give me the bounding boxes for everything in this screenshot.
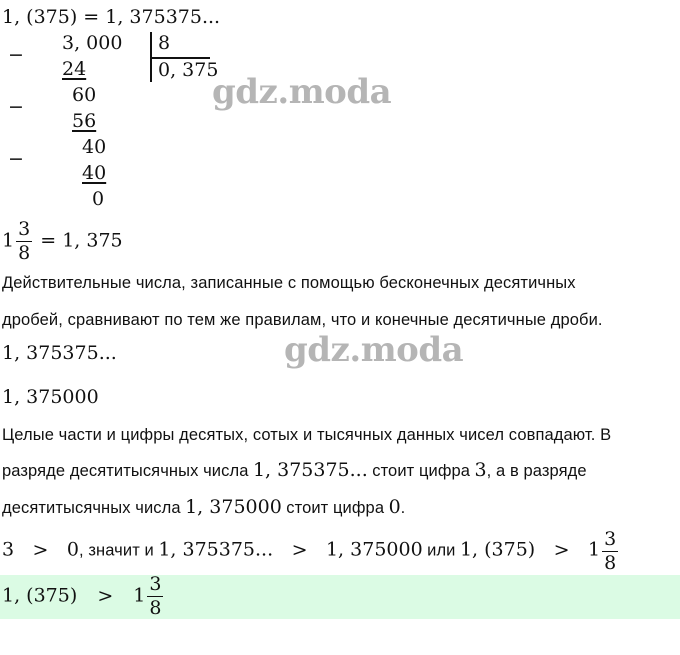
math-number: 3 xyxy=(2,538,15,561)
answer-expression xyxy=(2,575,165,618)
math-number: 0 xyxy=(388,496,401,518)
mixed-whole: 1 xyxy=(2,229,15,252)
fraction-numerator: 3 xyxy=(149,573,162,595)
math-number: 1, (375) xyxy=(2,584,78,607)
remainder-2: 40 xyxy=(82,136,107,158)
mixed-whole: 1 xyxy=(588,538,601,561)
text: стоит цифра xyxy=(372,462,471,480)
number-b: 1, 375000 xyxy=(2,386,99,408)
text: , а в разряде xyxy=(486,462,587,480)
math-number: 3 xyxy=(474,459,487,481)
divisor: 8 xyxy=(158,32,171,54)
text: десятитысячных числа xyxy=(2,499,181,517)
conclusion-line xyxy=(2,530,620,574)
math-number: 1, 375375... xyxy=(252,459,368,481)
math-number: 0 xyxy=(66,538,80,561)
fraction xyxy=(602,530,618,573)
text: стоит цифра xyxy=(286,499,385,517)
watermark: gdz.moda xyxy=(284,330,464,370)
fraction-denominator: 8 xyxy=(149,597,162,619)
math-number: 1, 375375... xyxy=(158,538,274,561)
greater-than-sign: > xyxy=(97,584,114,607)
paragraph-1-line-1: Действительные числа, записанные с помощью бесконечных десятичных xyxy=(2,274,576,292)
fraction-denominator: 8 xyxy=(18,242,31,264)
text: , значит и xyxy=(79,541,154,560)
quotient: 0, 375 xyxy=(158,59,219,81)
math-number: 1, (375) xyxy=(459,538,536,561)
paragraph-2-line-3 xyxy=(2,496,405,518)
equation-rhs: = 1, 375 xyxy=(40,229,123,252)
watermark: gdz.moda xyxy=(212,72,392,112)
minus-sign: − xyxy=(8,96,24,118)
greater-than-sign: > xyxy=(553,538,570,561)
math-number: 1, 375000 xyxy=(325,538,423,561)
paragraph-2-line-2 xyxy=(2,459,587,481)
mixed-whole: 1 xyxy=(133,584,146,607)
fraction-numerator: 3 xyxy=(18,218,31,240)
mixed-number-equation xyxy=(2,220,123,263)
fraction xyxy=(147,575,163,618)
text: или xyxy=(427,541,456,560)
fraction xyxy=(16,220,32,263)
text: разряде десятитысячных числа xyxy=(2,462,249,480)
answer-highlight xyxy=(0,575,680,619)
subtrahend-3: 40 xyxy=(82,162,107,184)
subtrahend-1: 24 xyxy=(62,58,87,80)
paragraph-1-line-2: дробей, сравнивают по тем же правилам, что и конечные десятичные дроби. xyxy=(2,311,603,329)
remainder-1: 60 xyxy=(72,84,97,106)
number-a: 1, 375375... xyxy=(2,342,117,364)
text: . xyxy=(400,499,406,517)
minus-sign: − xyxy=(8,44,24,66)
greater-than-sign: > xyxy=(32,538,49,561)
subtrahend-2: 56 xyxy=(72,110,97,132)
minus-sign: − xyxy=(8,148,24,170)
fraction-numerator: 3 xyxy=(604,530,617,550)
greater-than-sign: > xyxy=(291,538,308,561)
math-number: 1, 375000 xyxy=(185,496,282,518)
paragraph-2-line-1: Целые части и цифры десятых, сотых и тысячных данных чисел совпадают. В xyxy=(2,426,612,444)
final-remainder: 0 xyxy=(92,188,105,210)
dividend: 3, 000 xyxy=(62,32,123,54)
fraction-denominator: 8 xyxy=(604,552,617,574)
period-equation: 1, (375) = 1, 375375... xyxy=(2,6,221,28)
